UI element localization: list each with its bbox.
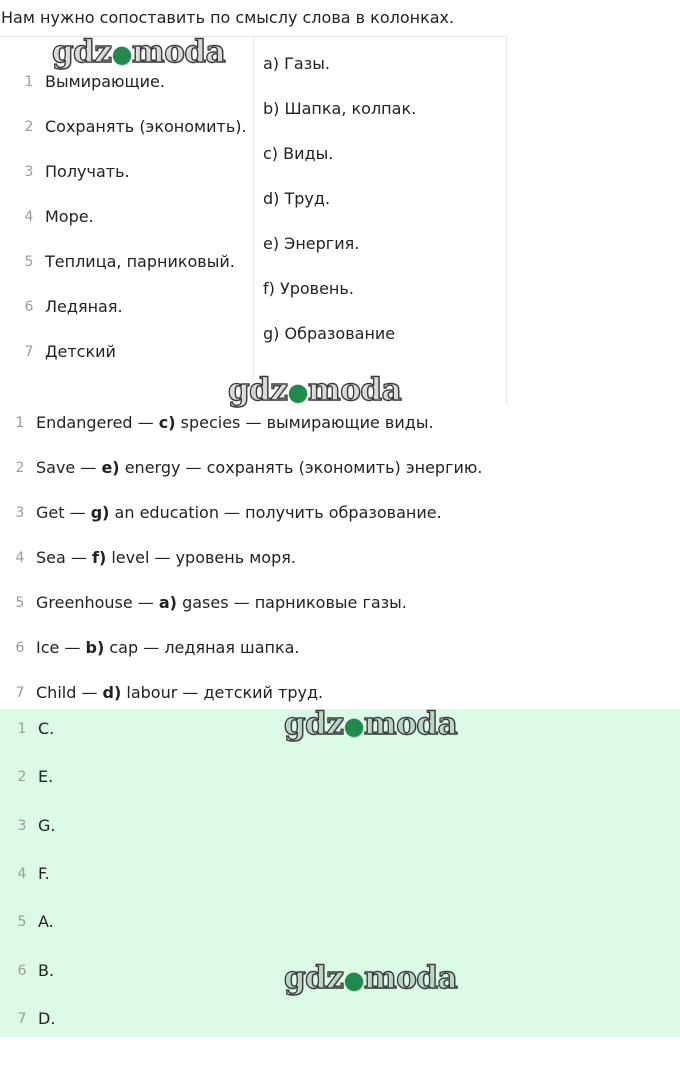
pair-number: 6 [15, 640, 25, 656]
pair-number: 1 [15, 415, 25, 431]
answer-number: 2 [17, 769, 27, 785]
pair-number: 2 [15, 460, 25, 476]
left-item-number: 1 [24, 74, 34, 90]
pair-number: 4 [15, 550, 25, 566]
right-item-text: a) Газы. [263, 54, 330, 73]
watermark-dot-icon: ● [343, 711, 364, 740]
pair-rest: an education — получить образование. [109, 503, 442, 522]
pair-word: Get [36, 503, 65, 522]
answer-number: 5 [17, 914, 27, 930]
pair-letter: f) [91, 548, 107, 567]
pair-text [36, 458, 482, 477]
pair-rest: labour — детский труд. [121, 683, 324, 702]
right-item-text: f) Уровень. [263, 279, 354, 298]
pair-rest: level — уровень моря. [106, 548, 296, 567]
pair-text [36, 413, 434, 432]
answer-text: D. [38, 1009, 56, 1028]
watermark-right: moda [307, 372, 402, 408]
watermark-dot-icon: ● [287, 377, 308, 406]
pair-dash: — [65, 548, 92, 567]
pair-letter: b) [85, 638, 105, 657]
right-item-text: g) Образование [263, 324, 396, 343]
left-item-text: Детский [45, 342, 116, 361]
answer-number: 1 [17, 721, 27, 737]
answer-text: F. [38, 864, 50, 883]
answer-number: 3 [17, 818, 27, 834]
right-item-text: d) Труд. [263, 189, 331, 208]
answer-number: 6 [17, 963, 27, 979]
answer-text: A. [38, 912, 54, 931]
left-item-text: Сохранять (экономить). [45, 117, 247, 136]
left-item-text: Ледяная. [45, 297, 123, 316]
pair-text [36, 503, 442, 522]
pair-text [36, 683, 323, 702]
answer-text: E. [38, 767, 54, 786]
left-item-text: Море. [45, 207, 94, 226]
pair-dash: — [132, 413, 159, 432]
pair-number: 7 [15, 685, 25, 701]
left-item-number: 3 [24, 164, 34, 180]
pair-letter: a) [158, 593, 177, 612]
right-item-text: c) Виды. [263, 144, 334, 163]
pair-word: Sea [36, 548, 66, 567]
intro-text: Нам нужно сопоставить по смыслу слова в колонках. [1, 8, 455, 27]
answer-text: C. [38, 719, 55, 738]
pair-dash: — [75, 458, 102, 477]
answer-text: B. [38, 961, 55, 980]
left-item-number: 5 [24, 254, 34, 270]
pair-dash: — [76, 683, 103, 702]
pair-rest: cap — ледяная шапка. [104, 638, 300, 657]
left-item-number: 2 [24, 119, 34, 135]
pair-dash: — [64, 503, 91, 522]
pair-text [36, 638, 300, 657]
answer-text: G. [38, 816, 56, 835]
watermark-left: gdz [228, 372, 288, 408]
left-item-text: Вымирающие. [45, 72, 165, 91]
pair-letter: e) [101, 458, 120, 477]
left-item-text: Теплица, парниковый. [45, 252, 235, 271]
pair-dash: — [59, 638, 86, 657]
pair-rest: energy — сохранять (экономить) энергию. [119, 458, 483, 477]
answer-number: 7 [17, 1011, 27, 1027]
pair-letter: d) [102, 683, 122, 702]
pair-letter: g) [90, 503, 110, 522]
pair-word: Save [36, 458, 76, 477]
watermark-left: gdz [52, 34, 112, 70]
left-item-text: Получать. [45, 162, 130, 181]
left-item-number: 6 [24, 299, 34, 315]
column-divider [253, 37, 254, 404]
pair-text [36, 593, 407, 612]
pair-text [36, 548, 296, 567]
watermark-dot-icon: ● [111, 39, 132, 68]
left-item-number: 7 [24, 344, 34, 360]
watermark-dot-icon: ● [343, 965, 364, 994]
pair-word: Greenhouse [36, 593, 133, 612]
watermark-right: moda [131, 34, 226, 70]
pair-word: Child [36, 683, 77, 702]
left-item-number: 4 [24, 209, 34, 225]
pair-word: Endangered [36, 413, 133, 432]
answers-block [0, 709, 680, 1037]
answer-number: 4 [17, 866, 27, 882]
right-item-text: b) Шапка, колпак. [263, 99, 417, 118]
pair-rest: species — вымирающие виды. [175, 413, 434, 432]
right-item-text: e) Энергия. [263, 234, 360, 253]
pair-number: 3 [15, 505, 25, 521]
pair-letter: c) [158, 413, 176, 432]
pair-number: 5 [15, 595, 25, 611]
pair-word: Ice [36, 638, 60, 657]
pair-rest: gases — парниковые газы. [176, 593, 407, 612]
pair-dash: — [132, 593, 159, 612]
